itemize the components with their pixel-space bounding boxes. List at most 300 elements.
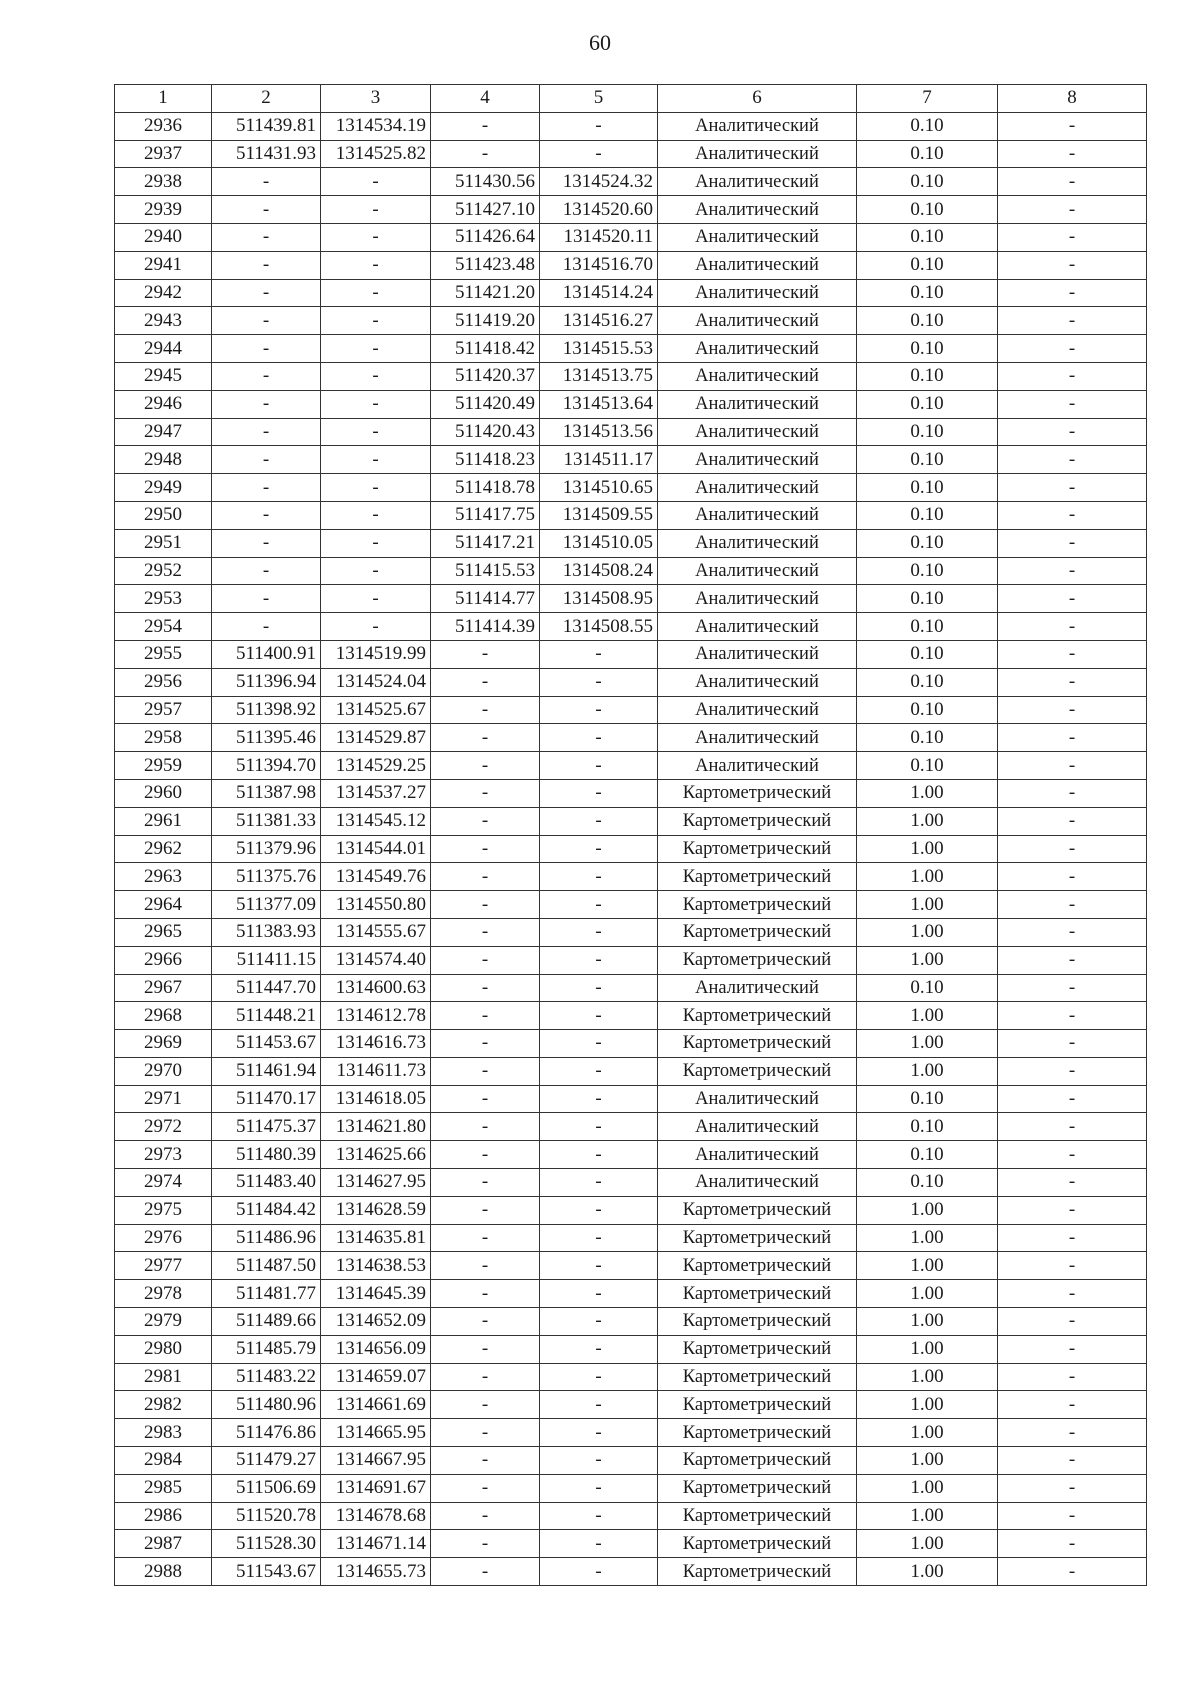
description-cell: - [998,779,1147,807]
x-existing-cell: 511381.33 [212,807,321,835]
x-new-cell: 511418.78 [431,474,540,502]
accuracy-cell: 0.10 [857,724,998,752]
description-cell: - [998,724,1147,752]
point-number-cell: 2985 [115,1474,212,1502]
y-new-cell: - [540,1030,658,1058]
y-new-cell: - [540,640,658,668]
x-existing-cell: 511475.37 [212,1113,321,1141]
x-new-cell: 511420.49 [431,390,540,418]
y-new-cell: 1314508.55 [540,613,658,641]
x-new-cell: - [431,1474,540,1502]
method-cell: Картометрический [658,1252,857,1280]
point-number-cell: 2968 [115,1002,212,1030]
table-row [115,1391,1147,1419]
column-header: 8 [998,85,1147,113]
description-cell: - [998,196,1147,224]
point-number-cell: 2972 [115,1113,212,1141]
y-existing-cell: 1314612.78 [321,1002,431,1030]
y-new-cell: - [540,1002,658,1030]
table-row [115,1308,1147,1336]
y-new-cell: - [540,1419,658,1447]
method-cell: Картометрический [658,1057,857,1085]
table-row [115,779,1147,807]
x-new-cell: - [431,1308,540,1336]
accuracy-cell: 0.10 [857,390,998,418]
y-existing-cell: - [321,335,431,363]
y-new-cell: - [540,807,658,835]
method-cell: Картометрический [658,1558,857,1586]
x-existing-cell: 511383.93 [212,918,321,946]
y-existing-cell: 1314529.87 [321,724,431,752]
y-new-cell: - [540,1224,658,1252]
point-number-cell: 2967 [115,974,212,1002]
x-new-cell: - [431,835,540,863]
description-cell: - [998,1447,1147,1475]
accuracy-cell: 1.00 [857,1196,998,1224]
description-cell: - [998,1113,1147,1141]
description-cell: - [998,1474,1147,1502]
description-cell: - [998,446,1147,474]
table-row [115,279,1147,307]
accuracy-cell: 0.10 [857,613,998,641]
x-new-cell: 511417.21 [431,529,540,557]
table-row [115,696,1147,724]
x-existing-cell: 511470.17 [212,1085,321,1113]
method-cell: Аналитический [658,557,857,585]
table-row [115,168,1147,196]
table-row [115,112,1147,140]
accuracy-cell: 1.00 [857,807,998,835]
table-row [115,1196,1147,1224]
y-existing-cell: - [321,418,431,446]
point-number-cell: 2951 [115,529,212,557]
point-number-cell: 2980 [115,1335,212,1363]
x-new-cell: - [431,1030,540,1058]
table-row [115,640,1147,668]
accuracy-cell: 1.00 [857,835,998,863]
method-cell: Аналитический [658,1141,857,1169]
point-number-cell: 2947 [115,418,212,446]
x-new-cell: - [431,1335,540,1363]
x-new-cell: 511419.20 [431,307,540,335]
description-cell: - [998,1419,1147,1447]
x-existing-cell: - [212,279,321,307]
table-row [115,807,1147,835]
y-existing-cell: - [321,474,431,502]
point-number-cell: 2944 [115,335,212,363]
point-number-cell: 2974 [115,1169,212,1197]
x-new-cell: - [431,974,540,1002]
accuracy-cell: 1.00 [857,1308,998,1336]
description-cell: - [998,863,1147,891]
point-number-cell: 2971 [115,1085,212,1113]
table-row [115,1002,1147,1030]
method-cell: Картометрический [658,918,857,946]
y-existing-cell: 1314545.12 [321,807,431,835]
x-new-cell: - [431,1113,540,1141]
description-cell: - [998,1558,1147,1586]
y-new-cell: - [540,863,658,891]
point-number-cell: 2969 [115,1030,212,1058]
accuracy-cell: 0.10 [857,446,998,474]
description-cell: - [998,362,1147,390]
point-number-cell: 2957 [115,696,212,724]
x-new-cell: 511423.48 [431,251,540,279]
x-existing-cell: - [212,474,321,502]
description-cell: - [998,1530,1147,1558]
x-new-cell: - [431,1419,540,1447]
x-existing-cell: - [212,529,321,557]
y-new-cell: - [540,779,658,807]
accuracy-cell: 0.10 [857,335,998,363]
point-number-cell: 2936 [115,112,212,140]
y-existing-cell: 1314635.81 [321,1224,431,1252]
method-cell: Аналитический [658,1113,857,1141]
y-new-cell: 1314516.70 [540,251,658,279]
table-row [115,335,1147,363]
method-cell: Аналитический [658,1085,857,1113]
description-cell: - [998,390,1147,418]
point-number-cell: 2952 [115,557,212,585]
column-header: 1 [115,85,212,113]
y-new-cell: 1314513.64 [540,390,658,418]
method-cell: Аналитический [658,529,857,557]
y-new-cell: 1314509.55 [540,501,658,529]
method-cell: Аналитический [658,223,857,251]
description-cell: - [998,501,1147,529]
x-new-cell: - [431,1085,540,1113]
table-row [115,835,1147,863]
table-row [115,529,1147,557]
y-new-cell: - [540,724,658,752]
y-new-cell: - [540,835,658,863]
y-existing-cell: 1314534.19 [321,112,431,140]
table-row [115,1057,1147,1085]
accuracy-cell: 1.00 [857,1280,998,1308]
y-new-cell: 1314520.60 [540,196,658,224]
x-new-cell: - [431,1530,540,1558]
x-existing-cell: 511480.39 [212,1141,321,1169]
table-row [115,1335,1147,1363]
x-existing-cell: 511439.81 [212,112,321,140]
description-cell: - [998,696,1147,724]
table-row [115,585,1147,613]
x-existing-cell: - [212,557,321,585]
description-cell: - [998,640,1147,668]
method-cell: Аналитический [658,696,857,724]
description-cell: - [998,335,1147,363]
x-new-cell: - [431,1224,540,1252]
description-cell: - [998,223,1147,251]
x-new-cell: - [431,863,540,891]
point-number-cell: 2984 [115,1447,212,1475]
point-number-cell: 2982 [115,1391,212,1419]
method-cell: Картометрический [658,1030,857,1058]
y-new-cell: 1314524.32 [540,168,658,196]
accuracy-cell: 1.00 [857,1057,998,1085]
x-new-cell: - [431,946,540,974]
table-row [115,863,1147,891]
y-existing-cell: 1314555.67 [321,918,431,946]
accuracy-cell: 0.10 [857,1085,998,1113]
accuracy-cell: 0.10 [857,557,998,585]
table-row [115,1224,1147,1252]
y-new-cell: 1314508.95 [540,585,658,613]
method-cell: Картометрический [658,1502,857,1530]
method-cell: Аналитический [658,446,857,474]
column-header: 7 [857,85,998,113]
y-new-cell: - [540,1141,658,1169]
y-existing-cell: 1314537.27 [321,779,431,807]
description-cell: - [998,613,1147,641]
point-number-cell: 2955 [115,640,212,668]
x-new-cell: - [431,1447,540,1475]
page-number: 60 [589,30,611,55]
y-existing-cell: - [321,251,431,279]
x-new-cell: - [431,1558,540,1586]
y-existing-cell: - [321,196,431,224]
method-cell: Картометрический [658,891,857,919]
x-new-cell: 511415.53 [431,557,540,585]
x-new-cell: 511426.64 [431,223,540,251]
accuracy-cell: 0.10 [857,251,998,279]
x-new-cell: - [431,1057,540,1085]
y-new-cell: - [540,891,658,919]
accuracy-cell: 0.10 [857,1141,998,1169]
table-row [115,974,1147,1002]
method-cell: Картометрический [658,1224,857,1252]
accuracy-cell: 1.00 [857,918,998,946]
accuracy-cell: 1.00 [857,1447,998,1475]
table-row [115,251,1147,279]
description-cell: - [998,307,1147,335]
method-cell: Картометрический [658,1447,857,1475]
x-new-cell: 511430.56 [431,168,540,196]
point-number-cell: 2941 [115,251,212,279]
point-number-cell: 2966 [115,946,212,974]
table-row [115,474,1147,502]
description-cell: - [998,168,1147,196]
y-existing-cell: 1314659.07 [321,1363,431,1391]
table-row [115,140,1147,168]
y-new-cell: 1314511.17 [540,446,658,474]
point-number-cell: 2977 [115,1252,212,1280]
accuracy-cell: 0.10 [857,223,998,251]
description-cell: - [998,112,1147,140]
x-new-cell: - [431,1391,540,1419]
point-number-cell: 2983 [115,1419,212,1447]
accuracy-cell: 0.10 [857,1113,998,1141]
table-row [115,390,1147,418]
y-existing-cell: - [321,307,431,335]
table-row [115,918,1147,946]
accuracy-cell: 0.10 [857,1169,998,1197]
table-body [115,112,1147,1585]
method-cell: Аналитический [658,640,857,668]
y-new-cell: - [540,1196,658,1224]
y-new-cell: - [540,668,658,696]
accuracy-cell: 0.10 [857,112,998,140]
column-header: 3 [321,85,431,113]
x-new-cell: - [431,1280,540,1308]
x-new-cell: - [431,779,540,807]
y-new-cell: - [540,1113,658,1141]
accuracy-cell: 1.00 [857,1391,998,1419]
point-number-cell: 2937 [115,140,212,168]
y-existing-cell: 1314616.73 [321,1030,431,1058]
x-existing-cell: 511479.27 [212,1447,321,1475]
y-existing-cell: 1314691.67 [321,1474,431,1502]
table-row [115,418,1147,446]
y-new-cell: 1314510.65 [540,474,658,502]
y-new-cell: 1314516.27 [540,307,658,335]
accuracy-cell: 0.10 [857,668,998,696]
x-existing-cell: - [212,251,321,279]
x-new-cell: - [431,668,540,696]
x-new-cell: - [431,1252,540,1280]
method-cell: Картометрический [658,1308,857,1336]
y-existing-cell: 1314678.68 [321,1502,431,1530]
point-number-cell: 2950 [115,501,212,529]
accuracy-cell: 0.10 [857,529,998,557]
method-cell: Картометрический [658,1002,857,1030]
method-cell: Картометрический [658,835,857,863]
point-number-cell: 2979 [115,1308,212,1336]
y-new-cell: - [540,946,658,974]
point-number-cell: 2943 [115,307,212,335]
accuracy-cell: 0.10 [857,168,998,196]
point-number-cell: 2958 [115,724,212,752]
x-existing-cell: 511395.46 [212,724,321,752]
accuracy-cell: 1.00 [857,1558,998,1586]
x-existing-cell: 511543.67 [212,1558,321,1586]
x-new-cell: 511420.43 [431,418,540,446]
y-existing-cell: - [321,362,431,390]
method-cell: Картометрический [658,807,857,835]
y-existing-cell: 1314611.73 [321,1057,431,1085]
y-new-cell: - [540,1280,658,1308]
accuracy-cell: 0.10 [857,585,998,613]
point-number-cell: 2965 [115,918,212,946]
accuracy-cell: 0.10 [857,696,998,724]
description-cell: - [998,1252,1147,1280]
description-cell: - [998,557,1147,585]
point-number-cell: 2961 [115,807,212,835]
coordinates-table [114,84,1147,1586]
table-row [115,223,1147,251]
method-cell: Аналитический [658,362,857,390]
point-number-cell: 2939 [115,196,212,224]
x-existing-cell: - [212,362,321,390]
y-new-cell: - [540,140,658,168]
x-existing-cell: 511394.70 [212,752,321,780]
table-row [115,668,1147,696]
x-existing-cell: 511396.94 [212,668,321,696]
method-cell: Аналитический [658,474,857,502]
accuracy-cell: 0.10 [857,279,998,307]
accuracy-cell: 1.00 [857,1335,998,1363]
description-cell: - [998,807,1147,835]
y-new-cell: - [540,1363,658,1391]
y-new-cell: - [540,1308,658,1336]
x-existing-cell: 511476.86 [212,1419,321,1447]
description-cell: - [998,1308,1147,1336]
description-cell: - [998,1169,1147,1197]
y-existing-cell: 1314627.95 [321,1169,431,1197]
point-number-cell: 2962 [115,835,212,863]
x-existing-cell: - [212,307,321,335]
table-row [115,1280,1147,1308]
description-cell: - [998,1085,1147,1113]
method-cell: Аналитический [658,585,857,613]
y-existing-cell: 1314525.67 [321,696,431,724]
accuracy-cell: 0.10 [857,307,998,335]
y-existing-cell: 1314519.99 [321,640,431,668]
x-new-cell: - [431,112,540,140]
x-existing-cell: 511387.98 [212,779,321,807]
table-row [115,946,1147,974]
point-number-cell: 2976 [115,1224,212,1252]
accuracy-cell: 1.00 [857,1030,998,1058]
point-number-cell: 2940 [115,223,212,251]
y-existing-cell: 1314550.80 [321,891,431,919]
x-existing-cell: 511506.69 [212,1474,321,1502]
x-new-cell: 511418.42 [431,335,540,363]
y-new-cell: 1314515.53 [540,335,658,363]
y-existing-cell: 1314574.40 [321,946,431,974]
point-number-cell: 2981 [115,1363,212,1391]
point-number-cell: 2956 [115,668,212,696]
y-existing-cell: - [321,557,431,585]
accuracy-cell: 1.00 [857,891,998,919]
y-new-cell: 1314514.24 [540,279,658,307]
x-existing-cell: 511448.21 [212,1002,321,1030]
method-cell: Картометрический [658,1474,857,1502]
x-existing-cell: - [212,196,321,224]
x-new-cell: - [431,1363,540,1391]
method-cell: Картометрический [658,1196,857,1224]
point-number-cell: 2964 [115,891,212,919]
x-new-cell: 511420.37 [431,362,540,390]
x-new-cell: - [431,752,540,780]
y-existing-cell: 1314665.95 [321,1419,431,1447]
x-new-cell: - [431,696,540,724]
y-existing-cell: - [321,613,431,641]
y-new-cell: - [540,1502,658,1530]
table-row [115,724,1147,752]
x-existing-cell: 511431.93 [212,140,321,168]
description-cell: - [998,974,1147,1002]
y-new-cell: - [540,112,658,140]
x-existing-cell: 511411.15 [212,946,321,974]
y-new-cell: - [540,1447,658,1475]
y-existing-cell: 1314544.01 [321,835,431,863]
description-cell: - [998,1280,1147,1308]
y-existing-cell: 1314655.73 [321,1558,431,1586]
method-cell: Аналитический [658,974,857,1002]
x-existing-cell: - [212,223,321,251]
column-header: 2 [212,85,321,113]
y-new-cell: - [540,1169,658,1197]
x-existing-cell: - [212,585,321,613]
table-row [115,446,1147,474]
description-cell: - [998,1196,1147,1224]
method-cell: Аналитический [658,279,857,307]
accuracy-cell: 0.10 [857,196,998,224]
column-header: 6 [658,85,857,113]
table-row [115,1363,1147,1391]
table-row [115,752,1147,780]
